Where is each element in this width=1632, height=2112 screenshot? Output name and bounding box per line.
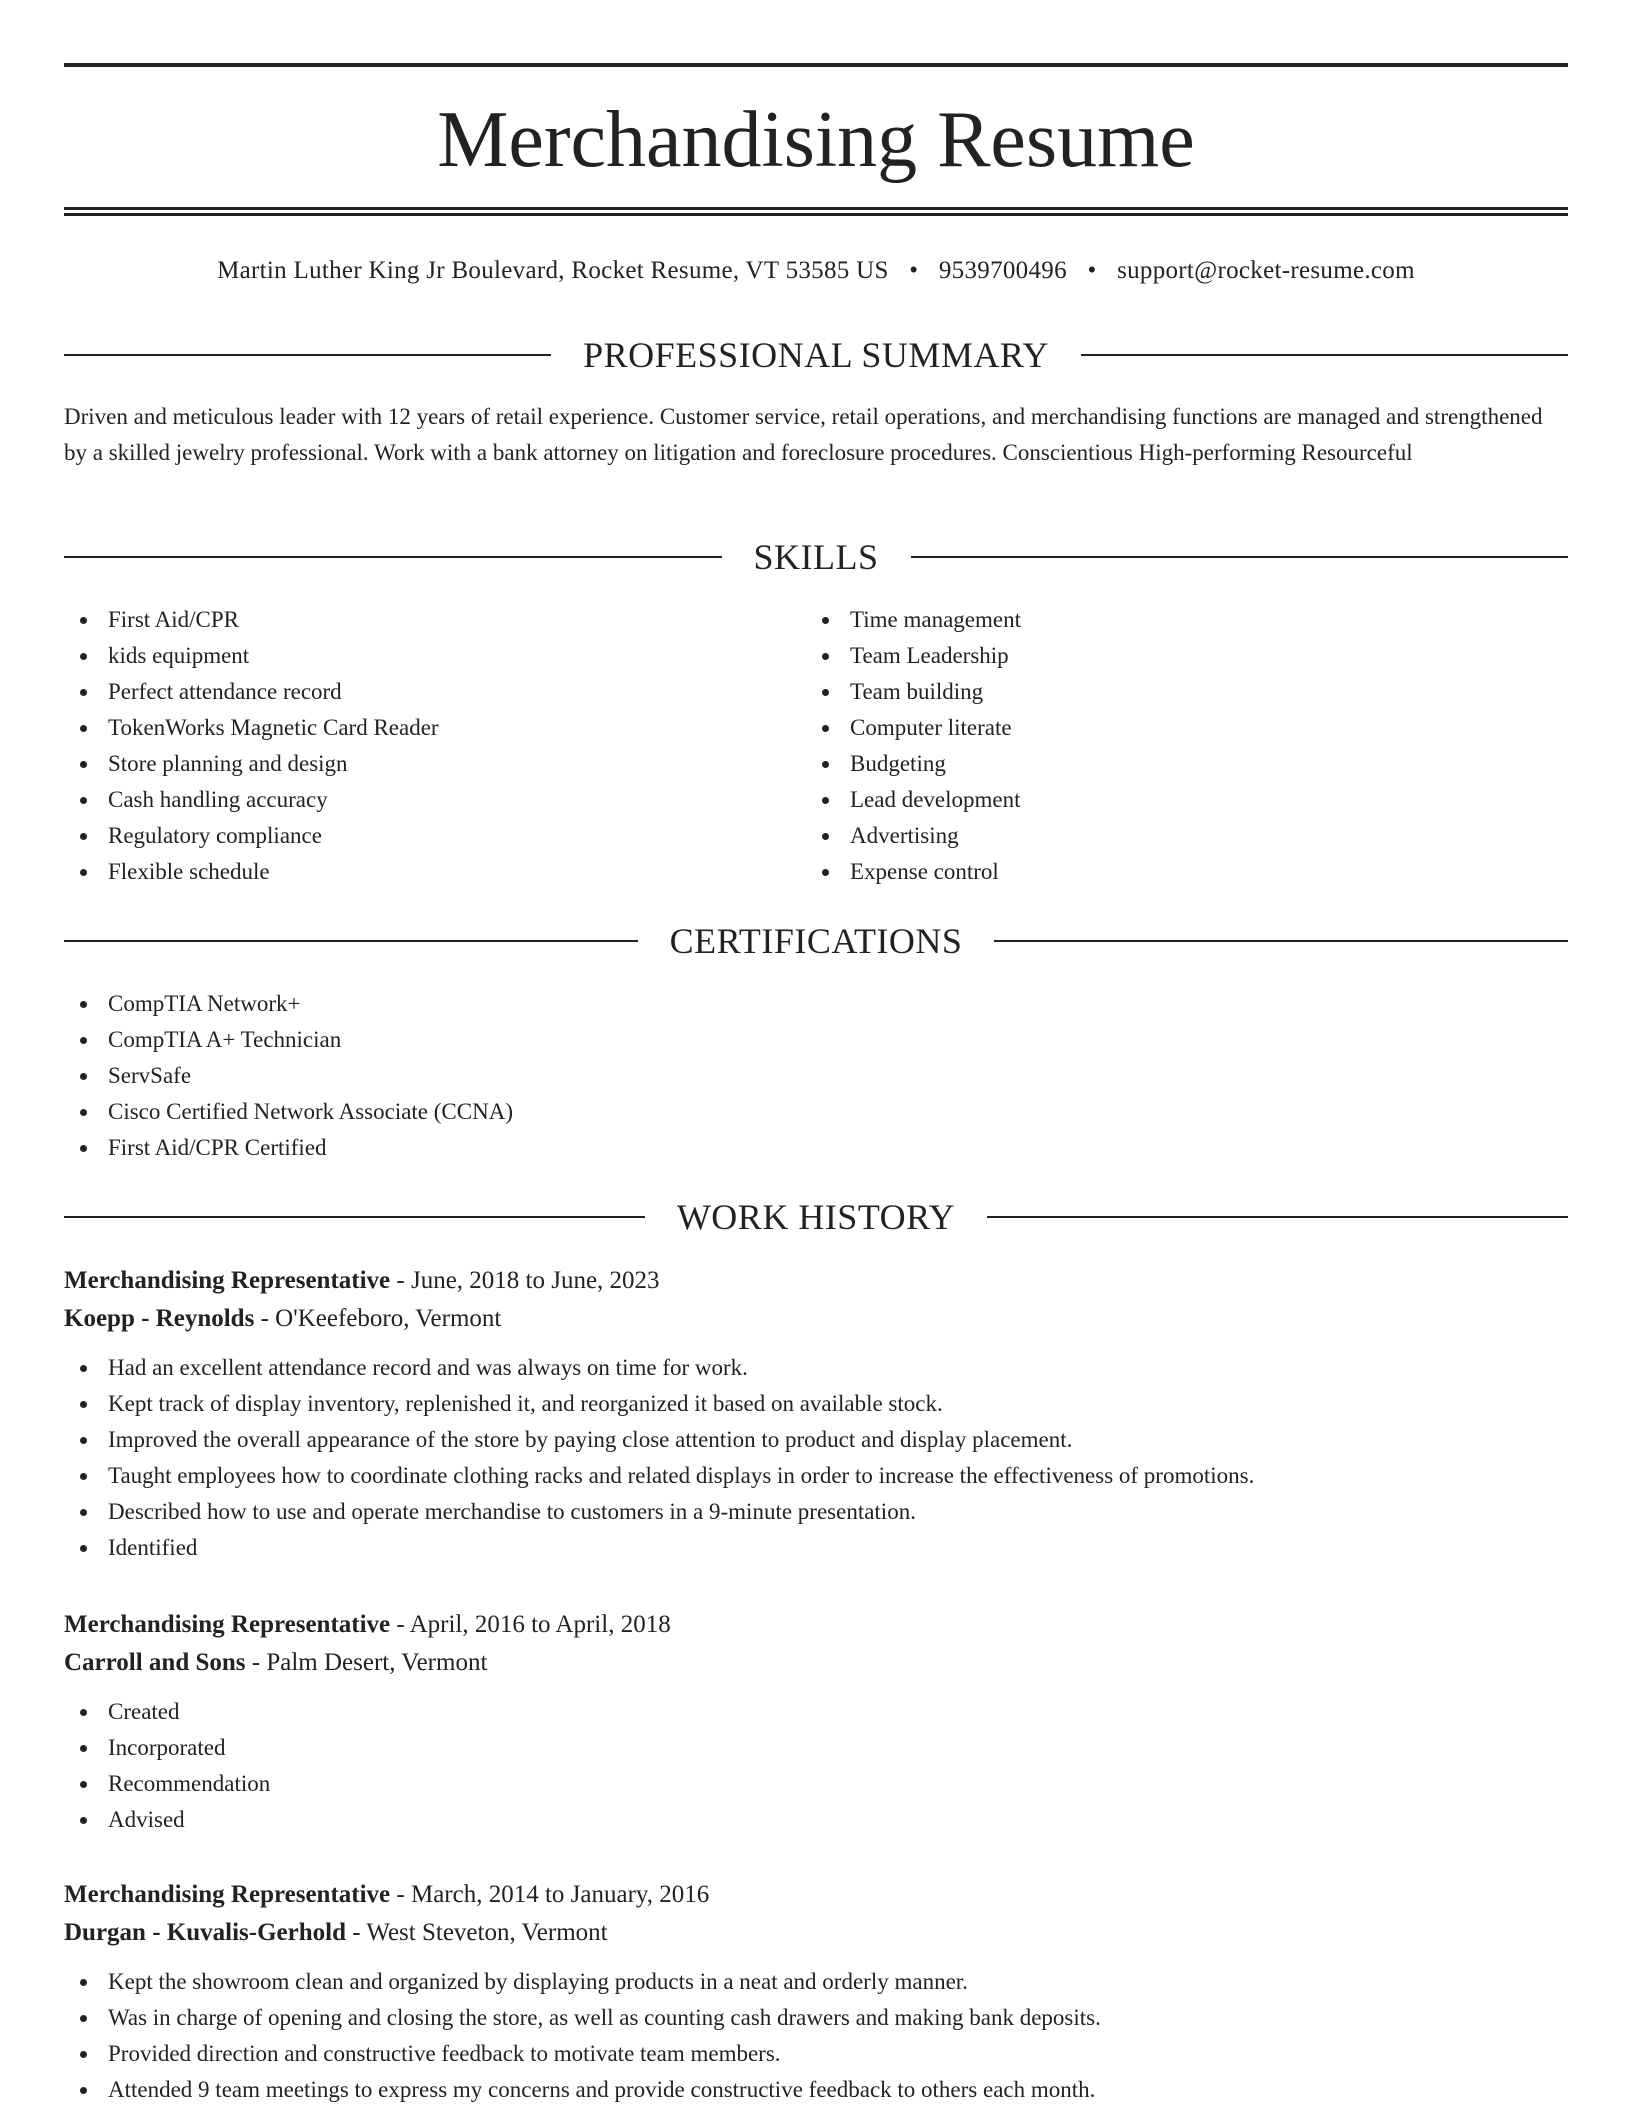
job-title-line [64,1606,1568,1644]
summary-section-header [64,333,1568,377]
work-heading: WORK HISTORY [676,1197,956,1237]
certification-item: First Aid/CPR Certified [64,1130,1264,1166]
job-dates: - April, 2016 to April, 2018 [390,1611,671,1638]
job-entry [64,1606,1568,1838]
job-bullet: Provided direction and constructive feedback to motivate team members. [64,2036,1568,2072]
divider [64,556,722,558]
skill-item: Perfect attendance record [64,674,764,710]
job-bullet: Attended 9 team meetings to express my concerns and provide constructive feedback to others each month. [64,2072,1568,2108]
job-bullet: Advised [64,1802,1568,1838]
job-company-line [64,1644,1568,1682]
job-title-line [64,1262,1568,1300]
skill-item: Budgeting [806,746,1506,782]
skill-item: Expense control [806,854,1506,890]
certification-item: ServSafe [64,1058,1264,1094]
job-company: Carroll and Sons [64,1649,246,1676]
page-title: Merchandising Resume [437,96,1195,184]
job-title: Merchandising Representative [64,1611,391,1638]
skill-item: Team Leadership [806,638,1506,674]
top-rule [64,63,1568,67]
certifications-section-header [64,919,1568,963]
skill-item: Flexible schedule [64,854,764,890]
skill-item: Team building [806,674,1506,710]
certifications-heading: CERTIFICATIONS [669,921,963,961]
job-bullet: Had an excellent attendance record and was always on time for work. [64,1350,1568,1386]
job-location: - Palm Desert, Vermont [245,1649,488,1676]
title-double-rule [64,207,1568,216]
contact-email: support@rocket-resume.com [1117,257,1415,284]
job-bullet: Described how to use and operate merchandise to customers in a 9-minute presentation. [64,1494,1568,1530]
skills-list-right [806,602,1506,890]
skill-item: Cash handling accuracy [64,782,764,818]
contact-separator: • [1087,257,1097,284]
divider [994,940,1568,942]
certifications-list [64,986,1264,1166]
job-bullet: Incorporated [64,1730,1568,1766]
contact-line [64,253,1568,289]
skills-section-header [64,535,1568,579]
job-location: - O'Keefeboro, Vermont [254,1305,502,1332]
job-bullet: Improved the overall appearance of the store by paying close attention to product and display placement. [64,1422,1568,1458]
divider [64,354,551,356]
work-section-header [64,1195,1568,1239]
job-bullet: Created [64,1694,1568,1730]
certification-item: CompTIA Network+ [64,986,1264,1022]
skills-heading: SKILLS [753,537,879,577]
skills-list-left [64,602,764,890]
contact-separator: • [909,257,919,284]
job-title-line [64,1876,1568,1914]
skill-item: kids equipment [64,638,764,674]
job-bullets [64,1350,1568,1566]
divider [987,1216,1568,1218]
job-company-line [64,1914,1568,1952]
skill-item: First Aid/CPR [64,602,764,638]
job-title: Merchandising Representative [64,1267,391,1294]
skill-item: Lead development [806,782,1506,818]
job-location: - West Steveton, Vermont [345,1919,608,1946]
job-bullet: Was in charge of opening and closing the store, as well as counting cash drawers and making bank deposits. [64,2000,1568,2036]
job-dates: - March, 2014 to January, 2016 [390,1881,710,1908]
job-bullets [64,1964,1568,2108]
job-company-line [64,1300,1568,1338]
skill-item: Time management [806,602,1506,638]
job-entry [64,1262,1568,1566]
job-bullet: Kept the showroom clean and organized by displaying products in a neat and orderly manner. [64,1964,1568,2000]
summary-heading: PROFESSIONAL SUMMARY [583,335,1049,375]
divider [911,556,1569,558]
divider [64,940,638,942]
job-bullet: Kept track of display inventory, replenished it, and reorganized it based on available stock. [64,1386,1568,1422]
certification-item: CompTIA A+ Technician [64,1022,1264,1058]
contact-phone: 9539700496 [938,257,1067,284]
job-bullet: Taught employees how to coordinate clothing racks and related displays in order to increase the effectiveness of promotions. [64,1458,1568,1494]
job-company: Koepp - Reynolds [64,1305,255,1332]
contact-address: Martin Luther King Jr Boulevard, Rocket Resume, VT 53585 US [217,257,889,284]
skill-item: Computer literate [806,710,1506,746]
divider [64,1216,645,1218]
job-company: Durgan - Kuvalis-Gerhold [64,1919,346,1946]
job-title: Merchandising Representative [64,1881,391,1908]
skill-item: Store planning and design [64,746,764,782]
summary-text: Driven and meticulous leader with 12 years of retail experience. Customer service, retail operations, and merchandising functions are managed and strengthened by a skilled jewelry professional. Work with a bank attorney on litigation and foreclosure procedures. Conscientious High-performing Resourceful [64,404,1543,465]
skill-item: TokenWorks Magnetic Card Reader [64,710,764,746]
job-bullet: Recommendation [64,1766,1568,1802]
job-bullet: Identified [64,1530,1568,1566]
certification-item: Cisco Certified Network Associate (CCNA) [64,1094,1264,1130]
job-entry [64,1876,1568,2108]
skill-item: Regulatory compliance [64,818,764,854]
divider [1081,354,1568,356]
skill-item: Advertising [806,818,1506,854]
job-dates: - June, 2018 to June, 2023 [390,1267,660,1294]
job-bullets [64,1694,1568,1838]
